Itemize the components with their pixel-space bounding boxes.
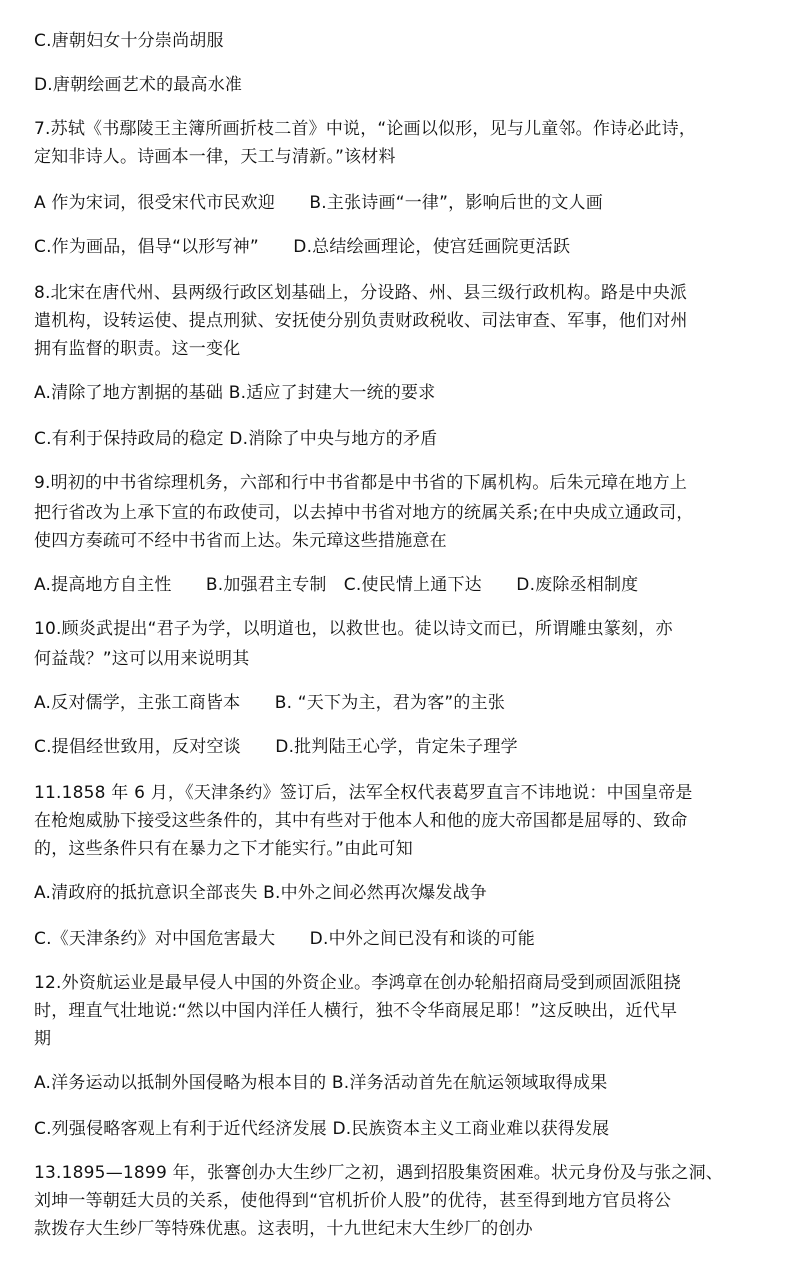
question-8-line-2: 遣机构，设转运使、提点刑狱、安抚使分别负责财政税收、司法审查、军事，他们对州 xyxy=(34,311,688,331)
option-c-q6: C.唐朝妇女十分崇尚胡服 xyxy=(34,31,224,51)
question-12-line-1: 12.外资航运业是最早侵人中国的外资企业。李鸿章在创办轮船招商局受到顽固派阻挠 xyxy=(34,973,681,993)
question-7-line-2: 定知非诗人。诗画本一律，天工与清新。”该材料 xyxy=(34,147,396,167)
question-7-line-1: 7.苏轼《书鄢陵王主簿所画折枝二首》中说，“论画以似形，见与儿童邻。作诗必此诗， xyxy=(34,119,697,139)
option-d-q6: D.唐朝绘画艺术的最高水准 xyxy=(34,75,243,95)
question-8-line-3: 拥有监督的职责。这一变化 xyxy=(34,339,241,359)
question-8-line-1: 8.北宋在唐代州、县两级行政区划基础上，分设路、州、县三级行政机构。路是中央派 xyxy=(34,283,688,303)
question-9-line-1: 9.明初的中书省综理机务，六部和行中书省都是中书省的下属机构。后朱元璋在地方上 xyxy=(34,473,688,493)
question-10-options-cd: C.提倡经世致用，反对空谈 D.批判陆王心学，肯定朱子理学 xyxy=(34,737,518,757)
question-11-options-cd: C.《天津条约》对中国危害最大 D.中外之间已没有和谈的可能 xyxy=(34,929,535,949)
question-9-options: A.提高地方自主性 B.加强君主专制 C.使民情上通下达 D.废除丞相制度 xyxy=(34,575,639,595)
question-8-options-cd: C.有利于保持政局的稳定 D.消除了中央与地方的矛盾 xyxy=(34,429,438,449)
question-13-line-1: 13.1895—1899 年，张謇创办大生纱厂之初，遇到招股集资困难。状元身份及与张之洞、 xyxy=(34,1163,723,1183)
question-12-line-3: 期 xyxy=(34,1029,52,1049)
question-7-options-ab: A 作为宋词，很受宋代市民欢迎 B.主张诗画“一律”，影响后世的文人画 xyxy=(34,193,603,213)
question-11-options-ab: A.清政府的抵抗意识全部丧失 B.中外之间必然再次爆发战争 xyxy=(34,883,488,903)
question-11-line-3: 的，这些条件只有在暴力之下才能实行。”由此可知 xyxy=(34,839,413,859)
question-12-options-ab: A.洋务运动以抵制外国侵略为根本目的 B.洋务活动首先在航运领域取得成果 xyxy=(34,1073,608,1093)
question-11-line-2: 在枪炮威胁下接受这些条件的，其中有些对于他本人和他的庞大帝国都是屈辱的、致命 xyxy=(34,811,688,831)
question-7-options-cd: C.作为画品，倡导“以形写神” D.总结绘画理论，使宫廷画院更活跃 xyxy=(34,237,571,257)
question-12-line-2: 时，理直气壮地说:“然以中国内洋任人横行，独不令华商展足耶！”这反映出，近代早 xyxy=(34,1001,678,1021)
question-11-line-1: 11.1858 年 6 月，《天津条约》签订后，法军全权代表葛罗直言不讳地说：中国皇帝是 xyxy=(34,783,693,803)
question-13-line-3: 款拨存大生纱厂等特殊优惠。这表明，十九世纪末大生纱厂的创办 xyxy=(34,1219,533,1239)
question-8-options-ab: A.清除了地方割据的基础 B.适应了封建大一统的要求 xyxy=(34,383,436,403)
question-12-options-cd: C.列强侵略客观上有利于近代经济发展 D.民族资本主义工商业难以获得发展 xyxy=(34,1119,610,1139)
question-13-line-2: 刘坤一等朝廷大员的关系，使他得到“官机折价人股”的优待，甚至得到地方官员将公 xyxy=(34,1191,672,1211)
question-10-options-ab: A.反对儒学，主张工商皆本 B. “天下为主，君为客”的主张 xyxy=(34,693,506,713)
question-10-line-1: 10.顾炎武提出“君子为学，以明道也，以救世也。徒以诗文而已，所谓雕虫篆刻，亦 xyxy=(34,619,673,639)
question-10-line-2: 何益哉？”这可以用来说明其 xyxy=(34,649,250,669)
question-9-line-3: 使四方奏疏可不经中书省而上达。朱元璋这些措施意在 xyxy=(34,531,447,551)
question-9-line-2: 把行省改为上承下宣的布政使司，以去掉中书省对地方的统属关系;在中央成立通政司， xyxy=(34,503,694,523)
